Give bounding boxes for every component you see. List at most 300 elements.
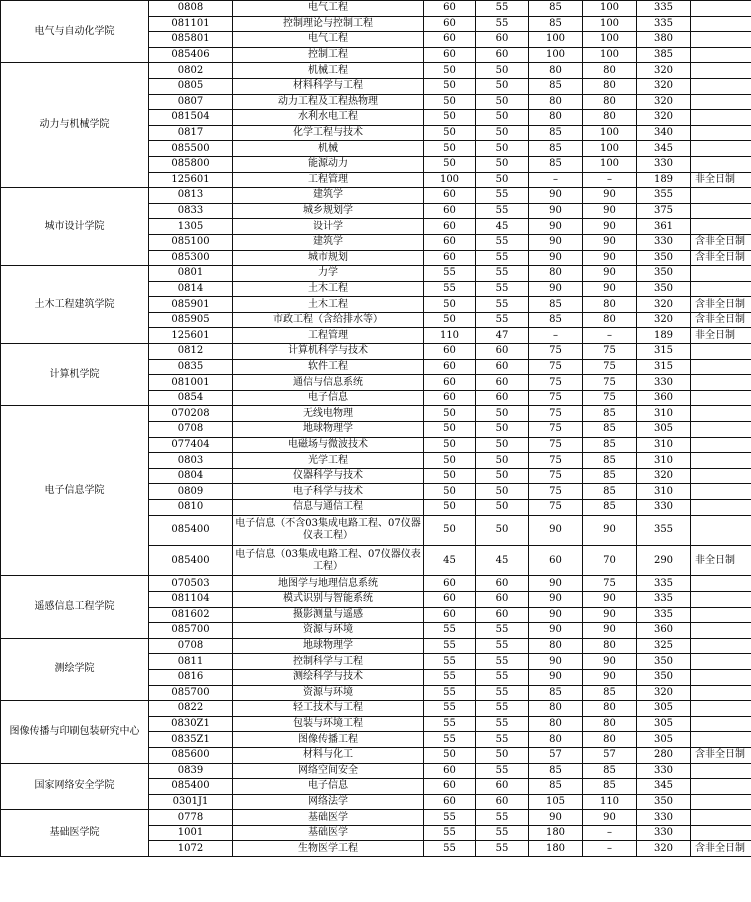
score-cell-4: – xyxy=(583,172,637,188)
score-cell-3: 57 xyxy=(529,747,583,763)
score-cell-1: 110 xyxy=(424,328,476,344)
score-table-body xyxy=(1,1,751,857)
note-cell: 含非全日制 xyxy=(691,250,751,266)
score-cell-1: 55 xyxy=(424,810,476,826)
score-cell-1: 60 xyxy=(424,576,476,592)
score-cell-1: 55 xyxy=(424,701,476,717)
note-cell xyxy=(691,344,751,360)
major-code-cell: 0801 xyxy=(149,266,233,282)
score-cell-4: 80 xyxy=(583,701,637,717)
note-cell xyxy=(691,591,751,607)
total-score-cell: 350 xyxy=(637,669,691,685)
score-cell-4: 85 xyxy=(583,484,637,500)
total-score-cell: 320 xyxy=(637,312,691,328)
major-code-cell: 0809 xyxy=(149,484,233,500)
score-cell-1: 50 xyxy=(424,468,476,484)
table-row xyxy=(1,576,751,592)
note-cell xyxy=(691,266,751,282)
major-name-cell: 水利水电工程 xyxy=(233,110,424,126)
note-cell xyxy=(691,219,751,235)
major-name-cell: 资源与环境 xyxy=(233,623,424,639)
score-cell-3: 90 xyxy=(529,607,583,623)
score-cell-3: 80 xyxy=(529,716,583,732)
score-cell-3: 80 xyxy=(529,638,583,654)
score-cell-1: 50 xyxy=(424,437,476,453)
major-name-cell: 仪器科学与技术 xyxy=(233,468,424,484)
score-cell-4: 90 xyxy=(583,515,637,545)
score-cell-2: 55 xyxy=(476,623,529,639)
score-cell-1: 60 xyxy=(424,359,476,375)
score-cell-1: 60 xyxy=(424,375,476,391)
score-cell-4: 85 xyxy=(583,763,637,779)
major-name-cell: 建筑学 xyxy=(233,188,424,204)
major-code-cell: 081001 xyxy=(149,375,233,391)
score-cell-4: 100 xyxy=(583,47,637,63)
score-cell-2: 60 xyxy=(476,390,529,406)
score-cell-2: 55 xyxy=(476,16,529,32)
note-cell xyxy=(691,32,751,48)
score-cell-4: 90 xyxy=(583,810,637,826)
major-code-cell: 0301J1 xyxy=(149,794,233,810)
score-cell-4: 80 xyxy=(583,110,637,126)
major-code-cell: 0817 xyxy=(149,125,233,141)
major-name-cell: 机械工程 xyxy=(233,63,424,79)
note-cell xyxy=(691,732,751,748)
table-row xyxy=(1,1,751,17)
score-cell-2: 55 xyxy=(476,685,529,701)
score-cell-2: 55 xyxy=(476,763,529,779)
major-code-cell: 085700 xyxy=(149,623,233,639)
major-code-cell: 0778 xyxy=(149,810,233,826)
total-score-cell: 320 xyxy=(637,110,691,126)
total-score-cell: 305 xyxy=(637,701,691,717)
major-name-cell: 光学工程 xyxy=(233,453,424,469)
total-score-cell: 320 xyxy=(637,297,691,313)
score-cell-1: 60 xyxy=(424,188,476,204)
total-score-cell: 350 xyxy=(637,281,691,297)
total-score-cell: 310 xyxy=(637,406,691,422)
score-cell-4: 85 xyxy=(583,437,637,453)
note-cell xyxy=(691,203,751,219)
major-code-cell: 081101 xyxy=(149,16,233,32)
score-cell-2: 50 xyxy=(476,437,529,453)
score-cell-3: 90 xyxy=(529,188,583,204)
score-cell-2: 60 xyxy=(476,779,529,795)
major-code-cell: 0835 xyxy=(149,359,233,375)
score-cell-1: 50 xyxy=(424,500,476,516)
score-cell-2: 55 xyxy=(476,234,529,250)
major-code-cell: 0812 xyxy=(149,344,233,360)
major-code-cell: 085700 xyxy=(149,685,233,701)
score-cell-2: 55 xyxy=(476,701,529,717)
score-cell-4: 80 xyxy=(583,638,637,654)
table-row xyxy=(1,266,751,282)
score-cell-2: 60 xyxy=(476,576,529,592)
major-name-cell: 控制科学与工程 xyxy=(233,654,424,670)
score-cell-4: 90 xyxy=(583,607,637,623)
note-cell xyxy=(691,94,751,110)
score-cell-3: 80 xyxy=(529,94,583,110)
score-cell-3: 85 xyxy=(529,156,583,172)
major-name-cell: 模式识别与智能系统 xyxy=(233,591,424,607)
score-cell-4: 85 xyxy=(583,779,637,795)
score-cell-2: 50 xyxy=(476,78,529,94)
score-cell-3: 85 xyxy=(529,141,583,157)
major-code-cell: 070503 xyxy=(149,576,233,592)
major-code-cell: 085901 xyxy=(149,297,233,313)
major-code-cell: 070208 xyxy=(149,406,233,422)
score-cell-4: 80 xyxy=(583,94,637,110)
total-score-cell: 335 xyxy=(637,1,691,17)
major-name-cell: 轻工技术与工程 xyxy=(233,701,424,717)
note-cell xyxy=(691,125,751,141)
total-score-cell: 375 xyxy=(637,203,691,219)
major-code-cell: 0835Z1 xyxy=(149,732,233,748)
total-score-cell: 330 xyxy=(637,825,691,841)
major-name-cell: 通信与信息系统 xyxy=(233,375,424,391)
table-row xyxy=(1,188,751,204)
score-cell-3: 75 xyxy=(529,468,583,484)
note-cell xyxy=(691,141,751,157)
score-cell-3: 85 xyxy=(529,1,583,17)
note-cell xyxy=(691,156,751,172)
major-name-cell: 电气工程 xyxy=(233,32,424,48)
score-cell-2: 55 xyxy=(476,297,529,313)
note-cell xyxy=(691,794,751,810)
score-cell-1: 55 xyxy=(424,638,476,654)
score-cell-2: 50 xyxy=(476,453,529,469)
total-score-cell: 350 xyxy=(637,250,691,266)
major-code-cell: 0854 xyxy=(149,390,233,406)
score-cell-3: 75 xyxy=(529,344,583,360)
score-cell-3: 75 xyxy=(529,484,583,500)
major-name-cell: 土木工程 xyxy=(233,281,424,297)
major-name-cell: 电子信息 xyxy=(233,779,424,795)
score-cell-2: 55 xyxy=(476,312,529,328)
score-cell-1: 55 xyxy=(424,669,476,685)
major-name-cell: 地图学与地理信息系统 xyxy=(233,576,424,592)
score-cell-4: 75 xyxy=(583,390,637,406)
score-cell-3: 75 xyxy=(529,359,583,375)
score-cell-3: 90 xyxy=(529,623,583,639)
score-cell-3: 180 xyxy=(529,825,583,841)
score-cell-4: 85 xyxy=(583,468,637,484)
note-cell xyxy=(691,281,751,297)
score-cell-4: 85 xyxy=(583,453,637,469)
major-name-cell: 化学工程与技术 xyxy=(233,125,424,141)
score-cell-2: 60 xyxy=(476,344,529,360)
score-cell-3: 80 xyxy=(529,110,583,126)
major-code-cell: 085801 xyxy=(149,32,233,48)
note-cell xyxy=(691,810,751,826)
major-name-cell: 电气工程 xyxy=(233,1,424,17)
major-name-cell: 能源动力 xyxy=(233,156,424,172)
total-score-cell: 330 xyxy=(637,810,691,826)
total-score-cell: 315 xyxy=(637,359,691,375)
major-name-cell: 测绘科学与技术 xyxy=(233,669,424,685)
major-code-cell: 085400 xyxy=(149,515,233,545)
note-cell xyxy=(691,716,751,732)
major-code-cell: 085400 xyxy=(149,779,233,795)
score-cell-3: 75 xyxy=(529,422,583,438)
note-cell xyxy=(691,484,751,500)
major-code-cell: 085100 xyxy=(149,234,233,250)
major-name-cell: 计算机科学与技术 xyxy=(233,344,424,360)
major-name-cell: 电子信息（不含03集成电路工程、07仪器仪表工程） xyxy=(233,515,424,545)
score-cell-1: 60 xyxy=(424,32,476,48)
score-cell-4: 90 xyxy=(583,250,637,266)
score-cell-2: 50 xyxy=(476,422,529,438)
score-cell-3: 60 xyxy=(529,545,583,575)
major-code-cell: 1072 xyxy=(149,841,233,857)
score-cell-2: 60 xyxy=(476,32,529,48)
note-cell: 含非全日制 xyxy=(691,297,751,313)
score-cell-2: 55 xyxy=(476,281,529,297)
note-cell xyxy=(691,654,751,670)
total-score-cell: 325 xyxy=(637,638,691,654)
score-cell-4: 90 xyxy=(583,623,637,639)
major-name-cell: 软件工程 xyxy=(233,359,424,375)
score-cell-2: 55 xyxy=(476,250,529,266)
major-name-cell: 基础医学 xyxy=(233,825,424,841)
score-cell-3: 100 xyxy=(529,32,583,48)
total-score-cell: 330 xyxy=(637,763,691,779)
score-cell-4: 100 xyxy=(583,1,637,17)
note-cell xyxy=(691,78,751,94)
score-cell-1: 50 xyxy=(424,406,476,422)
total-score-cell: 305 xyxy=(637,716,691,732)
major-code-cell: 0816 xyxy=(149,669,233,685)
total-score-cell: 290 xyxy=(637,545,691,575)
note-cell xyxy=(691,515,751,545)
score-cell-2: 60 xyxy=(476,591,529,607)
major-name-cell: 工程管理 xyxy=(233,328,424,344)
score-cell-1: 50 xyxy=(424,484,476,500)
score-cell-4: 57 xyxy=(583,747,637,763)
total-score-cell: 350 xyxy=(637,794,691,810)
score-cell-1: 60 xyxy=(424,390,476,406)
total-score-cell: 330 xyxy=(637,156,691,172)
total-score-cell: 330 xyxy=(637,500,691,516)
score-cell-4: 100 xyxy=(583,32,637,48)
table-row xyxy=(1,344,751,360)
score-cell-1: 60 xyxy=(424,344,476,360)
score-cell-3: 75 xyxy=(529,390,583,406)
total-score-cell: 335 xyxy=(637,16,691,32)
note-cell xyxy=(691,607,751,623)
major-name-cell: 城市规划 xyxy=(233,250,424,266)
major-code-cell: 085400 xyxy=(149,545,233,575)
note-cell xyxy=(691,779,751,795)
score-cell-4: 100 xyxy=(583,16,637,32)
score-cell-4: 90 xyxy=(583,669,637,685)
score-cell-1: 50 xyxy=(424,141,476,157)
note-cell xyxy=(691,375,751,391)
score-cell-2: 55 xyxy=(476,203,529,219)
score-cell-2: 60 xyxy=(476,794,529,810)
major-code-cell: 081602 xyxy=(149,607,233,623)
score-cell-4: 85 xyxy=(583,500,637,516)
score-cell-4: 75 xyxy=(583,359,637,375)
score-cell-3: 90 xyxy=(529,515,583,545)
score-cell-2: 47 xyxy=(476,328,529,344)
score-cell-2: 55 xyxy=(476,825,529,841)
table-row xyxy=(1,406,751,422)
note-cell: 含非全日制 xyxy=(691,747,751,763)
score-cell-1: 55 xyxy=(424,841,476,857)
total-score-cell: 335 xyxy=(637,591,691,607)
score-cell-3: 75 xyxy=(529,406,583,422)
score-cell-2: 50 xyxy=(476,500,529,516)
score-cell-2: 55 xyxy=(476,188,529,204)
note-cell xyxy=(691,701,751,717)
major-name-cell: 电磁场与微波技术 xyxy=(233,437,424,453)
score-cell-3: 75 xyxy=(529,453,583,469)
total-score-cell: 305 xyxy=(637,732,691,748)
major-code-cell: 0802 xyxy=(149,63,233,79)
note-cell xyxy=(691,1,751,17)
table-row xyxy=(1,63,751,79)
score-cell-1: 50 xyxy=(424,94,476,110)
score-cell-3: 90 xyxy=(529,281,583,297)
score-cell-2: 50 xyxy=(476,125,529,141)
score-cell-1: 55 xyxy=(424,266,476,282)
major-code-cell: 1305 xyxy=(149,219,233,235)
total-score-cell: 330 xyxy=(637,234,691,250)
score-cell-3: 85 xyxy=(529,312,583,328)
score-cell-1: 100 xyxy=(424,172,476,188)
score-cell-2: 50 xyxy=(476,110,529,126)
score-cell-1: 50 xyxy=(424,78,476,94)
score-cell-2: 55 xyxy=(476,638,529,654)
note-cell xyxy=(691,63,751,79)
score-cell-1: 60 xyxy=(424,794,476,810)
major-name-cell: 基础医学 xyxy=(233,810,424,826)
major-code-cell: 085600 xyxy=(149,747,233,763)
score-cell-4: 90 xyxy=(583,281,637,297)
score-cell-1: 50 xyxy=(424,297,476,313)
college-name-cell: 国家网络安全学院 xyxy=(1,763,149,810)
score-cell-1: 55 xyxy=(424,623,476,639)
score-cell-4: 90 xyxy=(583,266,637,282)
score-cell-3: 80 xyxy=(529,63,583,79)
total-score-cell: 350 xyxy=(637,654,691,670)
note-cell xyxy=(691,390,751,406)
score-cell-4: 75 xyxy=(583,576,637,592)
score-cell-3: 80 xyxy=(529,732,583,748)
score-cell-4: 90 xyxy=(583,234,637,250)
major-name-cell: 信息与通信工程 xyxy=(233,500,424,516)
total-score-cell: 385 xyxy=(637,47,691,63)
note-cell: 含非全日制 xyxy=(691,312,751,328)
note-cell xyxy=(691,576,751,592)
score-cell-4: 80 xyxy=(583,732,637,748)
score-cell-2: 55 xyxy=(476,716,529,732)
major-name-cell: 资源与环境 xyxy=(233,685,424,701)
score-cell-2: 60 xyxy=(476,375,529,391)
note-cell xyxy=(691,422,751,438)
score-cell-3: 90 xyxy=(529,654,583,670)
score-cell-4: 100 xyxy=(583,125,637,141)
score-cell-1: 60 xyxy=(424,763,476,779)
major-name-cell: 电子科学与技术 xyxy=(233,484,424,500)
major-code-cell: 0813 xyxy=(149,188,233,204)
total-score-cell: 380 xyxy=(637,32,691,48)
note-cell xyxy=(691,437,751,453)
total-score-cell: 355 xyxy=(637,515,691,545)
major-name-cell: 图像传播工程 xyxy=(233,732,424,748)
score-cell-4: 80 xyxy=(583,716,637,732)
major-code-cell: 0814 xyxy=(149,281,233,297)
major-name-cell: 城乡规划学 xyxy=(233,203,424,219)
college-name-cell: 动力与机械学院 xyxy=(1,63,149,188)
note-cell xyxy=(691,825,751,841)
table-row xyxy=(1,810,751,826)
score-cell-4: 80 xyxy=(583,63,637,79)
note-cell xyxy=(691,468,751,484)
major-name-cell: 地球物理学 xyxy=(233,422,424,438)
score-cell-2: 50 xyxy=(476,94,529,110)
score-cell-2: 50 xyxy=(476,468,529,484)
score-cell-4: – xyxy=(583,328,637,344)
score-cell-1: 50 xyxy=(424,125,476,141)
score-cell-2: 50 xyxy=(476,172,529,188)
major-name-cell: 地球物理学 xyxy=(233,638,424,654)
college-name-cell: 测绘学院 xyxy=(1,638,149,700)
score-cell-3: – xyxy=(529,328,583,344)
major-name-cell: 动力工程及工程热物理 xyxy=(233,94,424,110)
college-name-cell: 图像传播与印刷包装研究中心 xyxy=(1,701,149,763)
score-cell-3: 90 xyxy=(529,810,583,826)
major-code-cell: 0822 xyxy=(149,701,233,717)
score-cell-1: 50 xyxy=(424,453,476,469)
score-cell-3: 80 xyxy=(529,701,583,717)
score-cell-2: 55 xyxy=(476,669,529,685)
major-code-cell: 0830Z1 xyxy=(149,716,233,732)
score-cell-3: 90 xyxy=(529,219,583,235)
score-cell-4: 80 xyxy=(583,78,637,94)
score-cell-3: 75 xyxy=(529,375,583,391)
score-cell-1: 55 xyxy=(424,654,476,670)
college-name-cell: 土木工程建筑学院 xyxy=(1,266,149,344)
score-cell-1: 45 xyxy=(424,545,476,575)
total-score-cell: 310 xyxy=(637,437,691,453)
note-cell xyxy=(691,685,751,701)
total-score-cell: 340 xyxy=(637,125,691,141)
score-cell-4: 100 xyxy=(583,156,637,172)
score-cell-1: 55 xyxy=(424,716,476,732)
score-cell-1: 50 xyxy=(424,110,476,126)
score-cell-3: 85 xyxy=(529,297,583,313)
score-cell-1: 55 xyxy=(424,825,476,841)
major-name-cell: 网络法学 xyxy=(233,794,424,810)
score-cell-2: 50 xyxy=(476,156,529,172)
major-name-cell: 网络空间安全 xyxy=(233,763,424,779)
score-cell-2: 55 xyxy=(476,810,529,826)
major-name-cell: 摄影测量与遥感 xyxy=(233,607,424,623)
major-code-cell: 125601 xyxy=(149,172,233,188)
score-cell-3: 180 xyxy=(529,841,583,857)
score-cell-1: 60 xyxy=(424,591,476,607)
score-cell-2: 55 xyxy=(476,732,529,748)
total-score-cell: 189 xyxy=(637,328,691,344)
score-cell-3: 90 xyxy=(529,203,583,219)
major-code-cell: 0810 xyxy=(149,500,233,516)
score-cell-4: 90 xyxy=(583,188,637,204)
college-name-cell: 电子信息学院 xyxy=(1,406,149,576)
score-cell-3: 85 xyxy=(529,16,583,32)
major-name-cell: 工程管理 xyxy=(233,172,424,188)
